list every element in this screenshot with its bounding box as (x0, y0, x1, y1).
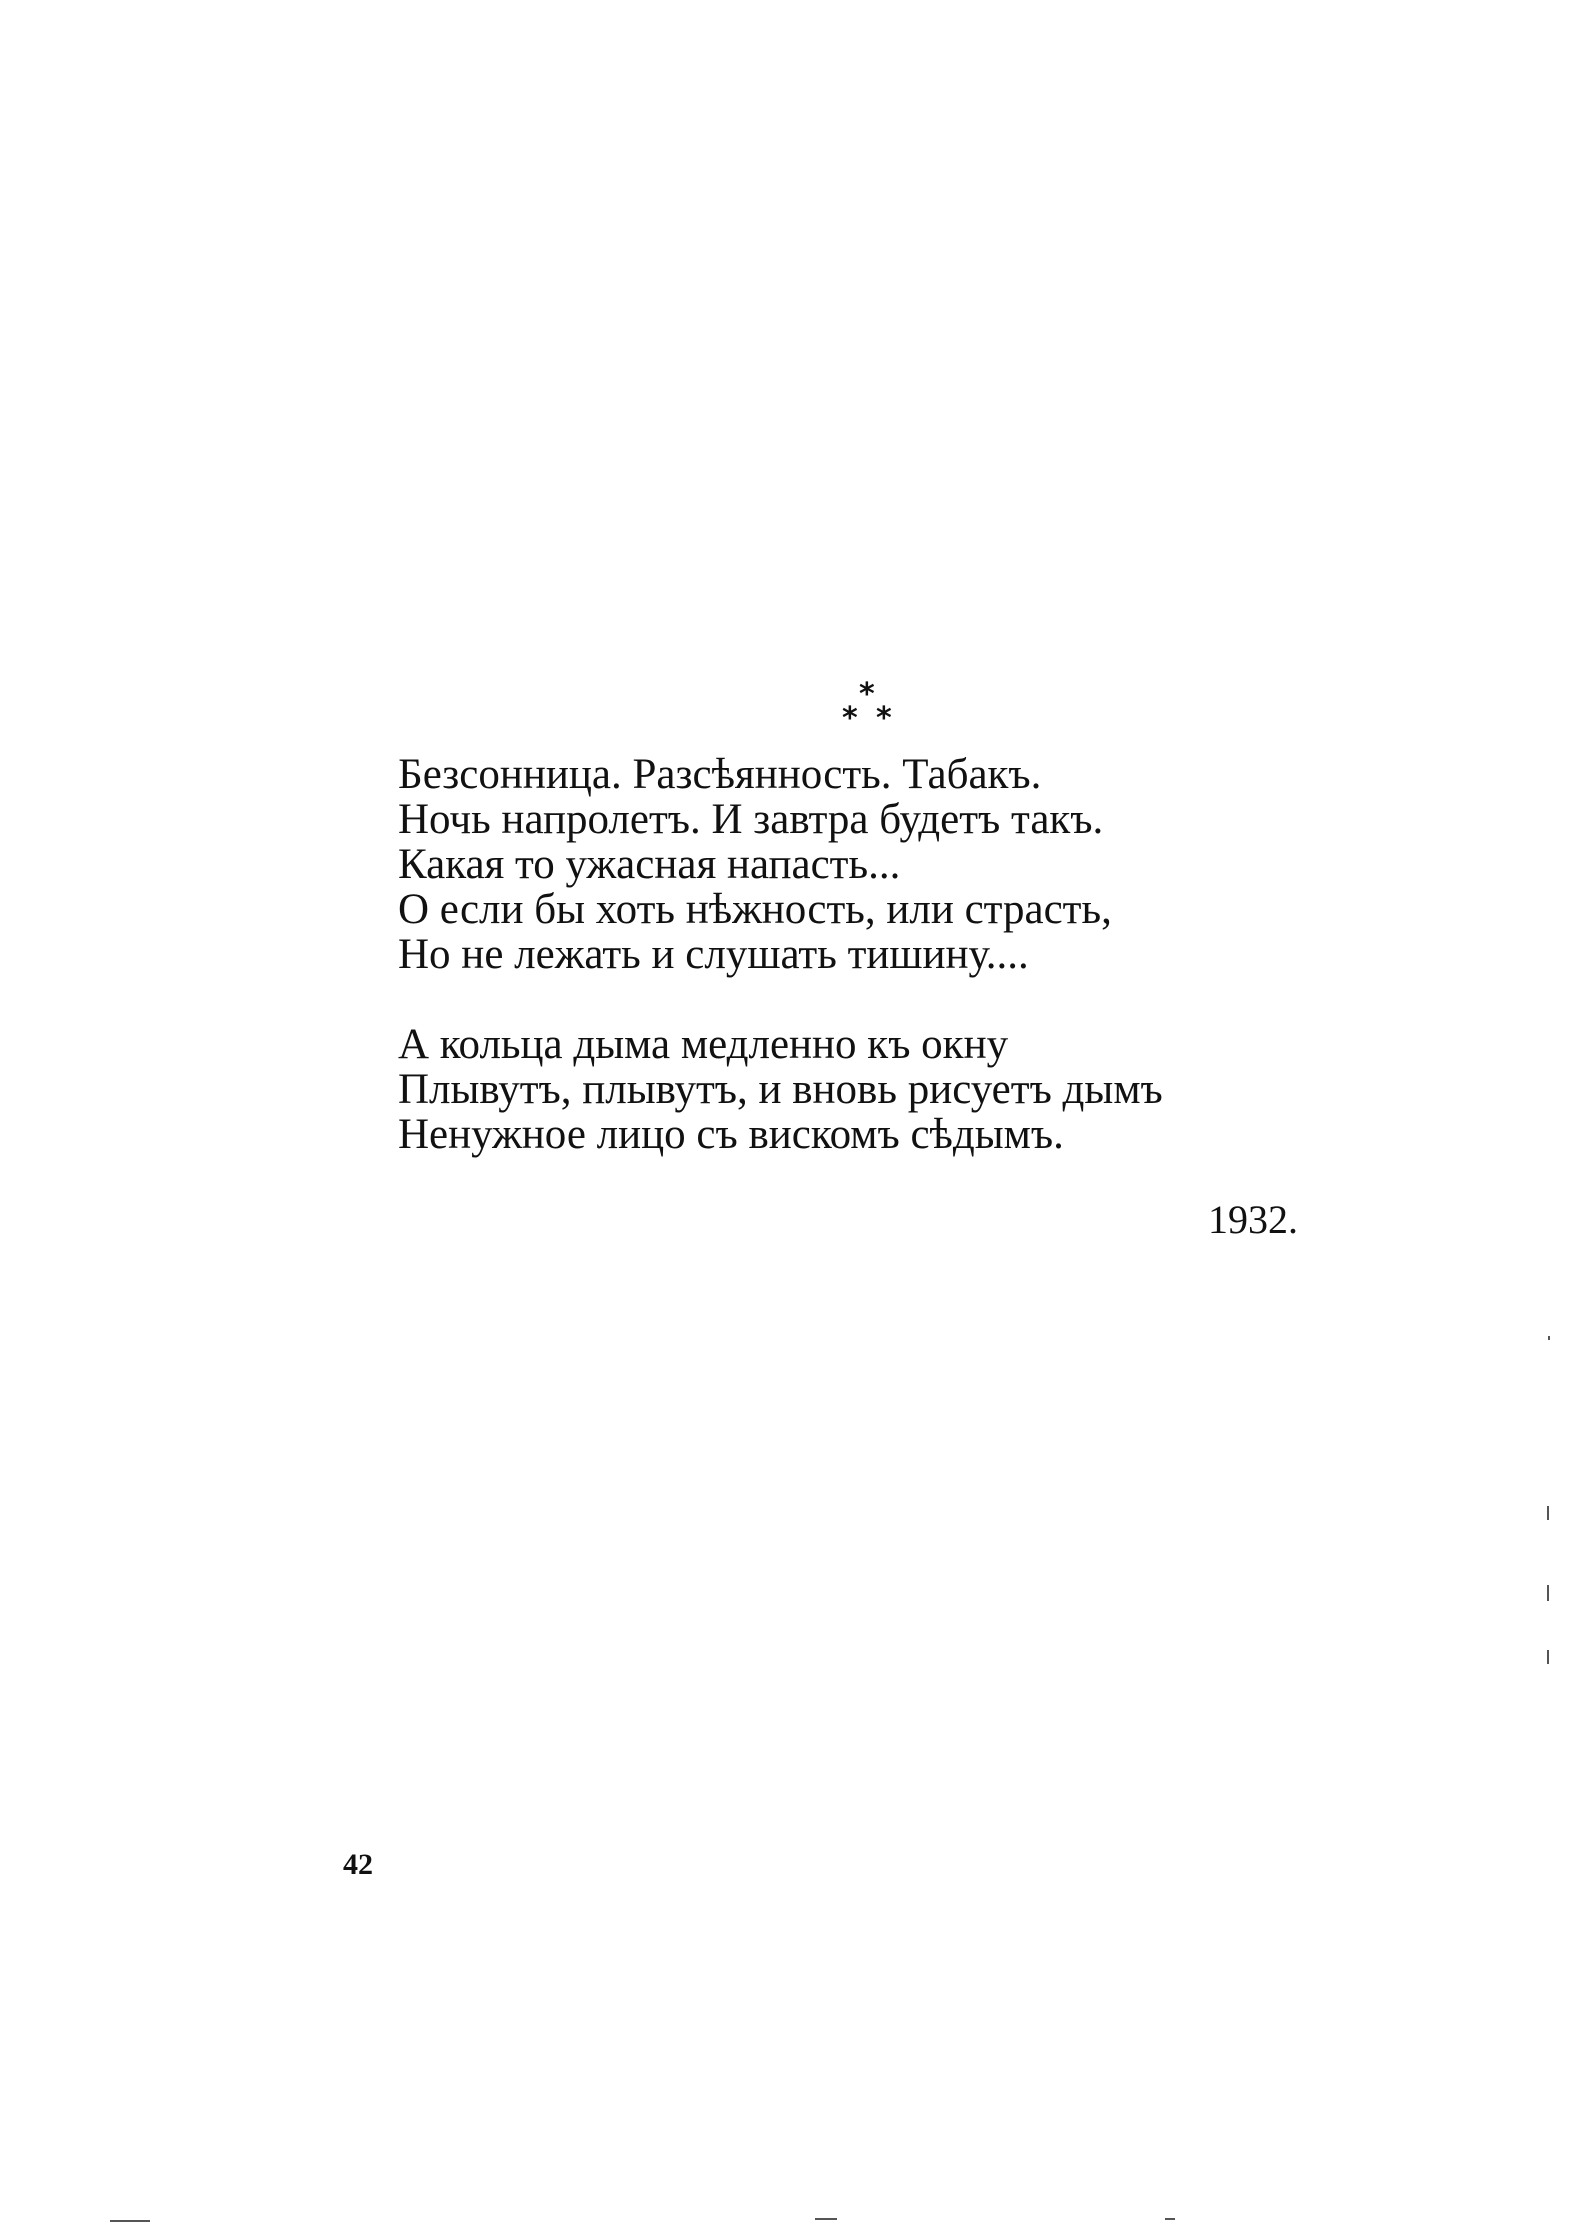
asterisk-bottom-left: * (842, 701, 858, 736)
poem-line: Ночь напролетъ. И завтра будетъ такъ. (398, 796, 1104, 843)
scan-speck (1547, 1650, 1549, 1664)
poem-body (398, 752, 1348, 1202)
asterisk-top: * (859, 677, 875, 712)
stanza-2 (398, 1022, 1348, 1157)
scan-speck (1165, 2218, 1175, 2220)
asterism-separator (830, 677, 920, 740)
poem-date: 1932. (1208, 1197, 1298, 1242)
poem-line: Плывутъ, плывутъ, и вновь рисуетъ дымъ (398, 1066, 1163, 1113)
poem-line: Какая то ужасная напасть... (398, 841, 901, 888)
scan-speck (110, 2220, 150, 2222)
poem-line: Ненужное лицо съ вискомъ сѣдымъ. (398, 1111, 1064, 1158)
poem-line: А кольца дыма медленно къ окну (398, 1021, 1009, 1068)
scan-speck (1547, 1585, 1549, 1601)
poem-line: Но не лежать и слушать тишину.... (398, 931, 1029, 978)
scan-speck (1547, 1506, 1549, 1520)
poem-line: О если бы хоть нѣжность, или страсть, (398, 886, 1112, 933)
stanza-1 (398, 752, 1348, 977)
scan-speck (815, 2218, 837, 2220)
poem-line: Безсонница. Разсѣянность. Табакъ. (398, 751, 1042, 798)
asterisk-bottom-right: * (876, 701, 892, 736)
scan-speck (1548, 1336, 1550, 1340)
page-number: 42 (343, 1848, 373, 1881)
